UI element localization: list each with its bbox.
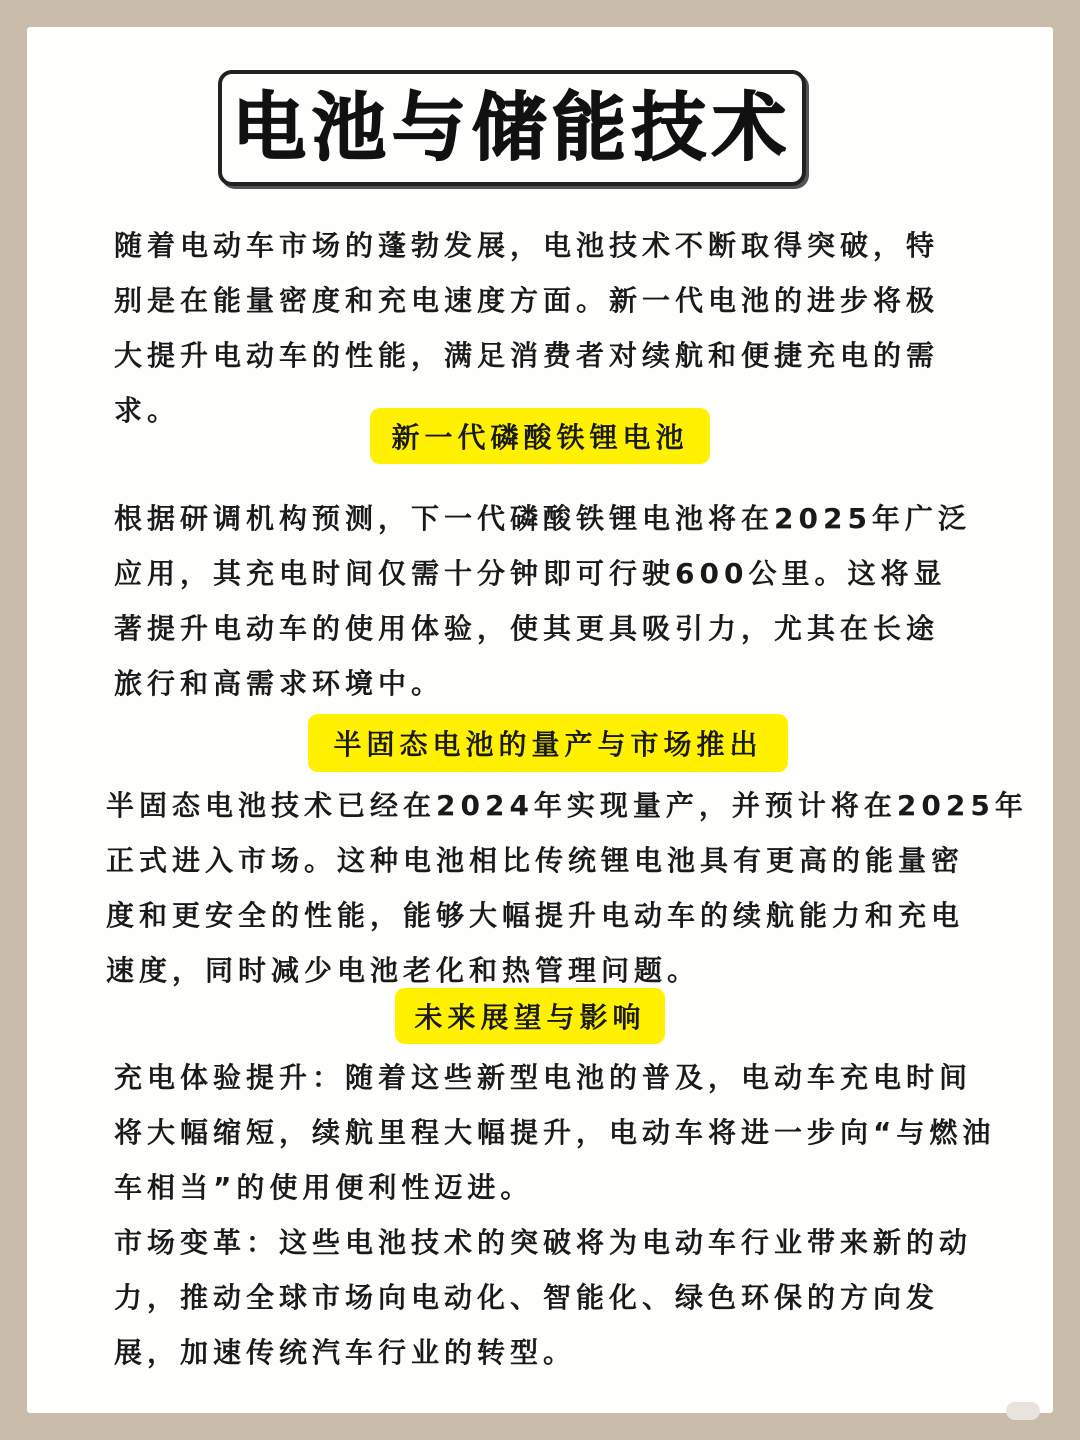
section-heading-text: 新一代磷酸铁锂电池 [391, 421, 689, 454]
section-heading-outlook [395, 988, 665, 1044]
body-line: 充电体验提升：随着这些新型电池的普及，电动车充电时间 [114, 1061, 973, 1094]
section-heading-text: 未来展望与影响 [414, 1001, 646, 1034]
section-heading-text: 半固态电池的量产与市场推出 [333, 728, 763, 761]
watermark-logo [1006, 1402, 1040, 1420]
intro-paragraph [114, 218, 939, 438]
section-body-lfp [114, 491, 971, 711]
body-line: 展，加速传统汽车行业的转型。 [114, 1336, 577, 1369]
body-line: 力，推动全球市场向电动化、智能化、绿色环保的方向发 [114, 1281, 940, 1314]
body-line: 将大幅缩短，续航里程大幅提升，电动车将进一步向“与燃油 [114, 1116, 996, 1149]
page-title: 电池与储能技术 [232, 85, 792, 171]
section-heading-semisolid [308, 714, 788, 772]
body-line: 半固态电池技术已经在2024年实现量产，并预计将在2025年 [106, 789, 1028, 822]
title-box [218, 70, 806, 186]
intro-line: 别是在能量密度和充电速度方面。新一代电池的进步将极 [114, 284, 940, 317]
section-heading-lfp [370, 408, 710, 464]
body-line: 正式进入市场。这种电池相比传统锂电池具有更高的能量密 [106, 844, 965, 877]
intro-line: 随着电动车市场的蓬勃发展，电池技术不断取得突破，特 [114, 229, 940, 262]
section-body-outlook [114, 1050, 995, 1380]
intro-line: 大提升电动车的性能，满足消费者对续航和便捷充电的需 [114, 339, 940, 372]
body-line: 应用，其充电时间仅需十分钟即可行驶600公里。这将显 [114, 557, 947, 590]
body-line: 旅行和高需求环境中。 [114, 667, 445, 700]
body-line: 市场变革：这些电池技术的突破将为电动车行业带来新的动 [114, 1226, 973, 1259]
body-line: 车相当”的使用便利性迈进。 [114, 1171, 534, 1204]
body-line: 度和更安全的性能，能够大幅提升电动车的续航能力和充电 [106, 899, 965, 932]
body-line: 著提升电动车的使用体验，使其更具吸引力，尤其在长途 [114, 612, 940, 645]
section-body-semisolid [106, 778, 1028, 998]
body-line: 速度，同时减少电池老化和热管理问题。 [106, 954, 701, 987]
body-line: 根据研调机构预测，下一代磷酸铁锂电池将在2025年广泛 [114, 502, 971, 535]
intro-line: 求。 [114, 394, 181, 427]
